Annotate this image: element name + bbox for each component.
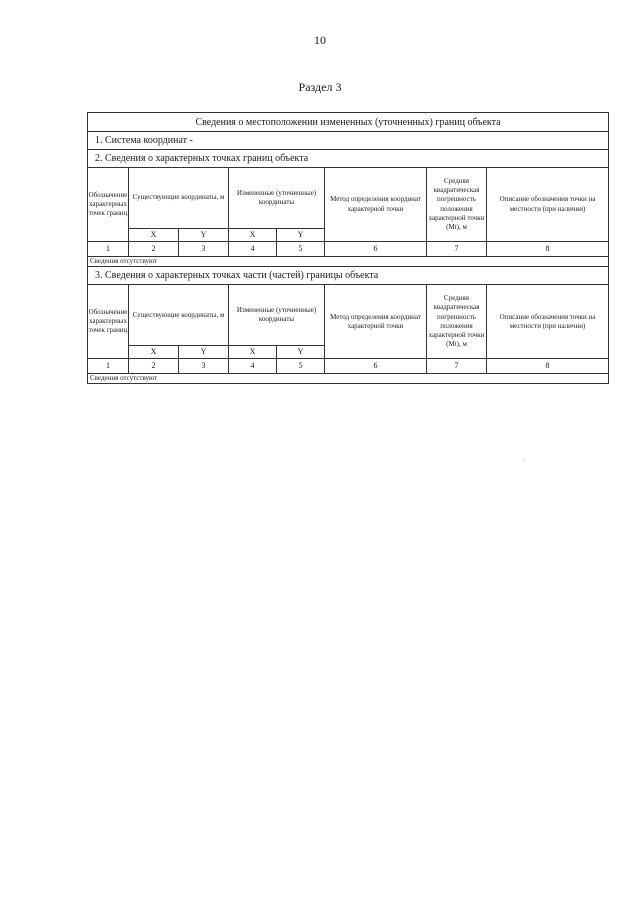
block1-num: 5 (277, 242, 325, 257)
block2-sub-y-changed: Y (277, 346, 325, 359)
block1-header-accuracy: Средняя квадратическая погрешность положения характерной точки (Mt), м (427, 168, 487, 242)
block2-num: 4 (229, 359, 277, 374)
block1-sub-y-changed: Y (277, 229, 325, 242)
block1-sub-x-existing: X (129, 229, 179, 242)
block2-note: Сведения отсутствуют (88, 374, 609, 384)
block2-header-designation: Обозначение характерных точек границ (88, 285, 129, 359)
block1-title: 2. Сведения о характерных точках границ объекта (88, 150, 609, 168)
block1-num: 4 (229, 242, 277, 257)
block1-sub-y-existing: Y (179, 229, 229, 242)
block2-sub-y-existing: Y (179, 346, 229, 359)
boundary-table (87, 112, 609, 384)
block1-sub-x-changed: X (229, 229, 277, 242)
section-title: Раздел 3 (298, 80, 342, 94)
block1-header-designation: Обозначение характерных точек границ (88, 168, 129, 242)
block1-note: Сведения отсутствуют (88, 257, 609, 267)
block1-header-existing: Существующие координаты, м (129, 168, 229, 229)
block2-sub-x-changed: X (229, 346, 277, 359)
block1-num: 7 (427, 242, 487, 257)
block2-header-existing: Существующие координаты, м (129, 285, 229, 346)
block2-header-method: Метод определения координат характерной точки (325, 285, 427, 359)
block1-num: 6 (325, 242, 427, 257)
scan-speck (524, 460, 525, 461)
block1-num: 3 (179, 242, 229, 257)
block1-num: 1 (88, 242, 129, 257)
coordinate-system-row: 1. Система координат - (88, 132, 609, 150)
block2-num: 2 (129, 359, 179, 374)
block2-num: 5 (277, 359, 325, 374)
block1-header-method: Метод определения координат характерной точки (325, 168, 427, 242)
block2-header-description: Описание обозначения точки на местности (при наличии) (487, 285, 609, 359)
table-title: Сведения о местоположении измененных (уточненных) границ объекта (88, 113, 609, 132)
block1-num: 2 (129, 242, 179, 257)
block2-num: 8 (487, 359, 609, 374)
block2-num: 3 (179, 359, 229, 374)
block2-num: 7 (427, 359, 487, 374)
block1-header-description: Описание обозначения точки на местности (при наличии) (487, 168, 609, 242)
block2-num: 6 (325, 359, 427, 374)
block1-header-changed: Измененные (уточненные) координаты (229, 168, 325, 229)
page-number: 10 (314, 33, 326, 47)
block2-header-changed: Измененные (уточненные) координаты (229, 285, 325, 346)
block2-num: 1 (88, 359, 129, 374)
block2-title: 3. Сведения о характерных точках части (частей) границы объекта (88, 267, 609, 285)
block2-header-accuracy: Средняя квадратическая погрешность положения характерной точки (Mt), м (427, 285, 487, 359)
block1-num: 8 (487, 242, 609, 257)
block2-sub-x-existing: X (129, 346, 179, 359)
